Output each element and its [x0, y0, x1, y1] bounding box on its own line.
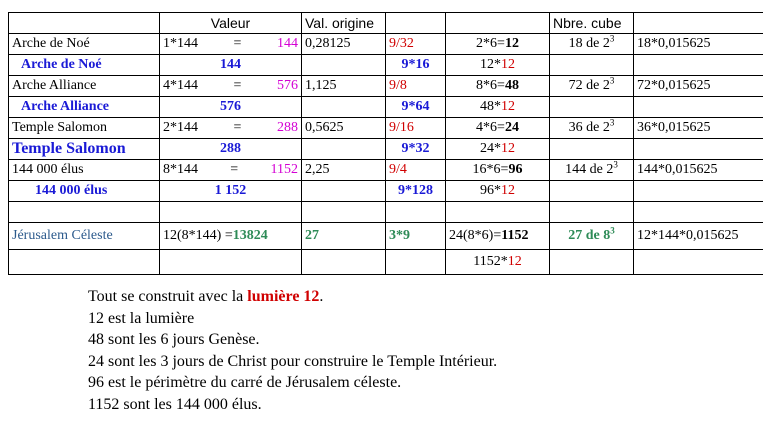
row-ratio: 9/16	[386, 118, 446, 139]
table-row	[9, 139, 763, 160]
table-row	[9, 97, 763, 118]
row-ratio: 9/32	[386, 34, 446, 55]
row-value: 8*144 = 1152	[160, 160, 302, 181]
row-cube: 36 de $2^3$	[550, 118, 634, 139]
row-formula: 36*0,015625	[634, 118, 763, 139]
table-row	[9, 118, 763, 139]
header-valeur: Valeur	[160, 13, 302, 34]
row-big-name: 144 000 élus	[9, 181, 160, 202]
jerusalem-value: 12(8*144) =13824	[160, 223, 302, 250]
row-value: 2*144 = 288	[160, 118, 302, 139]
row-sub: 48*12	[446, 97, 550, 118]
row-formula: 144*0,015625	[634, 160, 763, 181]
row-big-name: Temple Salomon	[9, 139, 160, 160]
row-big-ratio: 9*16	[386, 55, 446, 76]
data-table	[8, 12, 763, 275]
row-big-value: 1 152	[160, 181, 302, 202]
row-ratio: 9/8	[386, 76, 446, 97]
row-origine: 0,28125	[302, 34, 386, 55]
table-row	[9, 181, 763, 202]
text-line: 1152 sont les 144 000 élus.	[88, 395, 262, 413]
table-row	[9, 55, 763, 76]
jerusalem-sub-row	[9, 250, 763, 275]
row-name: Arche Alliance	[9, 76, 160, 97]
row-sub: 12*12	[446, 55, 550, 76]
text-line: 24 sont les 3 jours de Christ pour construire le Temple Intérieur.	[88, 352, 498, 370]
row-origine: 2,25	[302, 160, 386, 181]
row-calc: 2*6=12	[446, 34, 550, 55]
row-name: Arche de Noé	[9, 34, 160, 55]
row-ratio: 9/4	[386, 160, 446, 181]
text-line: 12 est la lumière	[88, 309, 195, 327]
header-nbre-cube: Nbre. cube	[550, 13, 634, 34]
row-cube: 72 de $2^3$	[550, 76, 634, 97]
text-line: Tout se construit avec la lumière 12.	[88, 288, 324, 305]
row-sub: 24*12	[446, 139, 550, 160]
row-calc: 4*6=24	[446, 118, 550, 139]
jerusalem-ratio: 3*9	[386, 223, 446, 250]
header-row	[9, 13, 763, 34]
row-cube: 18 de $2^3$	[550, 34, 634, 55]
explanation-text	[88, 286, 497, 415]
row-value: 1*144 = 144	[160, 34, 302, 55]
row-origine: 0,5625	[302, 118, 386, 139]
row-name: Temple Salomon	[9, 118, 160, 139]
jerusalem-sub: 1152*12	[446, 250, 550, 275]
jerusalem-formula: 12*144*0,015625	[634, 223, 763, 250]
row-big-value: 576	[160, 97, 302, 118]
header-val-origine: Val. origine	[302, 13, 386, 34]
table-row	[9, 34, 763, 55]
row-cube: 144 de $2^3$	[550, 160, 634, 181]
row-value: 4*144 = 576	[160, 76, 302, 97]
jerusalem-origine: 27	[302, 223, 386, 250]
row-sub: 96*12	[446, 181, 550, 202]
jerusalem-name: Jérusalem Céleste	[9, 223, 160, 250]
text-line: 48 sont les 6 jours Genèse.	[88, 331, 260, 348]
row-big-ratio: 9*32	[386, 139, 446, 160]
row-name: 144 000 élus	[9, 160, 160, 181]
table-row	[9, 76, 763, 97]
row-formula: 18*0,015625	[634, 34, 763, 55]
row-big-name: Arche de Noé	[9, 55, 160, 76]
row-origine: 1,125	[302, 76, 386, 97]
row-big-value: 288	[160, 139, 302, 160]
jerusalem-cube: 27 de $8^3$	[550, 223, 634, 250]
jerusalem-row	[9, 223, 763, 250]
row-big-ratio: 9*64	[386, 97, 446, 118]
text-line: 96 est le périmètre du carré de Jérusalem céleste.	[88, 374, 402, 391]
row-calc: 16*6=96	[446, 160, 550, 181]
row-formula: 72*0,015625	[634, 76, 763, 97]
row-big-ratio: 9*128	[386, 181, 446, 202]
spacer-row	[9, 202, 763, 223]
jerusalem-calc: 24(8*6)=1152	[446, 223, 550, 250]
row-calc: 8*6=48	[446, 76, 550, 97]
row-big-value: 144	[160, 55, 302, 76]
row-big-name: Arche Alliance	[9, 97, 160, 118]
table-row	[9, 160, 763, 181]
